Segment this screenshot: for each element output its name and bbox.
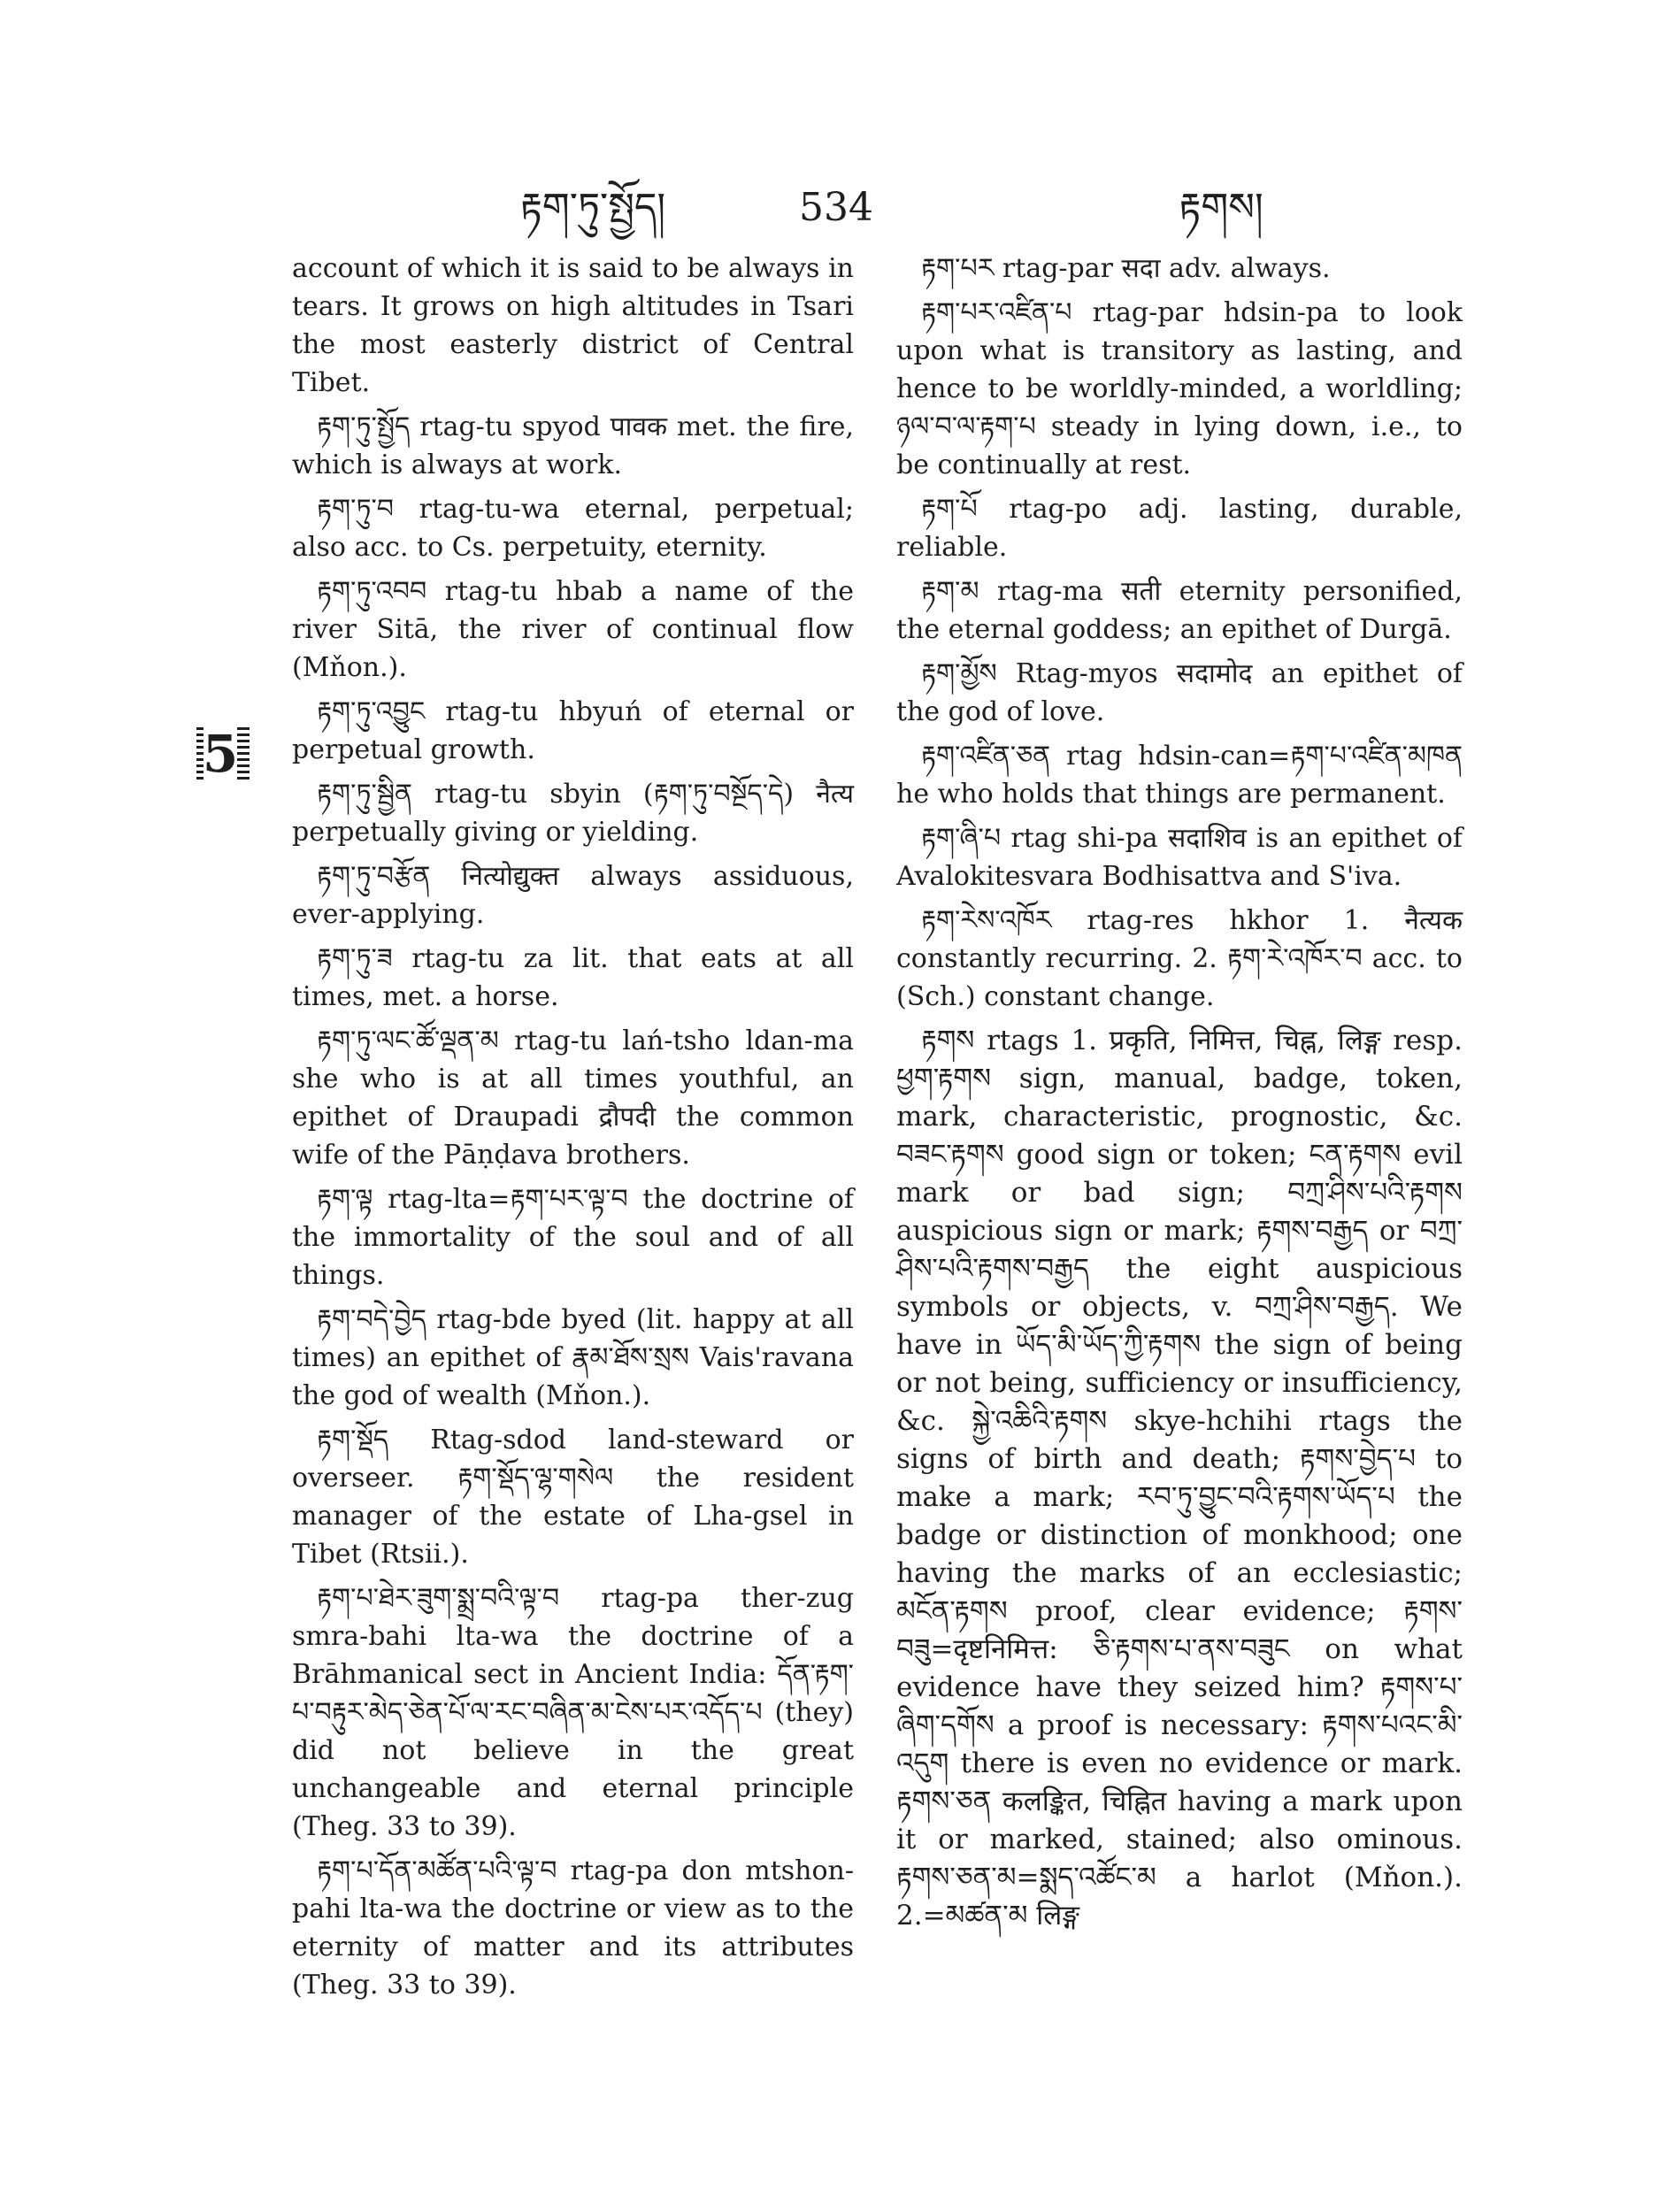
margin-signature-mark xyxy=(196,726,250,780)
entry-rtag-tu-spyod: རྟག་ཏུ་སྤྱོད rtag-tu spyod पावक met. the fire, which is always at work. xyxy=(292,411,854,480)
signature-glyph-icon xyxy=(196,726,250,780)
entry-rtags: རྟགས rtags 1. प्रकृति, निमित्त, चिह्न, लिङ्ग resp. ཕྱག་རྟགས sign, manual, badge, token, mark, characteristic, prognostic, &c. བཟང་རྟགས good sign or token; ངན་རྟགས evil mark or bad sign; བཀྲ་ཤིས་པའི་རྟགས auspicious sign or mark; རྟགས་བརྒྱད or བཀྲ་ཤིས་པའི་རྟགས་བརྒྱད the eight auspicious symbols or objects, v. བཀྲ་ཤིས་བརྒྱད. We have in ཡོད་མི་ཡོད་ཀྱི་རྟགས the sign of being or not being, sufficiency or insufficiency, &c. སྐྱེ་འཆིའི་རྟགས skye-hchihi rtags the signs of birth and death; རྟགས་བྱེད་པ to make a mark; རབ་ཏུ་བྱུང་བའི་རྟགས་ཡོད་པ the badge or distinction of monkhood; one having the marks of an ecclesiastic; མངོན་རྟགས proof, clear evidence; རྟགས་བཟུ=दृष्टनिमित्त: ཅི་རྟགས་པ་ནས་བཟུང on what evidence have they seized him? རྟགས་པ་ཞིག་དགོས a proof is necessary: རྟགས་པའང་མི་འདུག there is even no evidence or mark. རྟགས་ཅན कलङ्कित, चिह्नित having a mark upon it or marked, stained; also ominous. རྟགས་ཅན་མ=སྨད་འཚོང་མ a harlot (Mňon.). 2.=མཚན་མ लिङ्ग xyxy=(896,1025,1463,1932)
running-head-right: རྟགས། xyxy=(1179,185,1263,230)
entry-rtag-tu-sbyin: རྟག་ཏུ་སྦྱིན rtag-tu sbyin (རྟག་ཏུ་བསྔོད་དེ) नैत्य perpetually giving or yielding. xyxy=(292,779,854,848)
running-head-left: རྟག་ཏུ་སྤྱོད། xyxy=(519,185,666,230)
entry-rtag-par-hdsin-pa: རྟག་པར་འཛིན་པ rtag-par hdsin-pa to look upon what is transitory as lasting, and hence to be worldly-minded, a worldling; ཉལ་བ་ལ་རྟག་པ steady in lying down, i.e., to be continually at rest. xyxy=(896,297,1463,480)
entry-rtag-tu-za: རྟག་ཏུ་ཟ rtag-tu za lit. that eats at all times, met. a horse. xyxy=(292,943,854,1012)
entry-rtag-pa-don-mtshon: རྟག་པ་དོན་མཚོན་པའི་ལྟ་བ rtag-pa don mtshon-pahi lta-wa the doctrine or view as to the eternity of matter and its attributes (Theg. 33 to 39). xyxy=(292,1855,854,2001)
entry-rtag-tu-hbab: རྟག་ཏུ་འབབ rtag-tu hbab a name of the river Sitā, the river of continual flow (Mňon.). xyxy=(292,576,854,683)
entry-rtag-tu-hbyun: རྟག་ཏུ་འབྱུང rtag-tu hbyuń of eternal or perpetual growth. xyxy=(292,696,854,765)
page-number: 534 xyxy=(799,185,873,230)
entry-rtag-sdod: རྟག་སྡོད Rtag-sdod land-steward or overseer. རྟག་སྡོད་ལྷ་གསེལ the resident manager of the estate of Lha-gsel in Tibet (Rtsii.). xyxy=(292,1425,854,1570)
entry-rtag-hdsin-can: རྟག་འཛིན་ཅན rtag hdsin-can=རྟག་པ་འཛིན་མཁན he who holds that things are permanent. xyxy=(896,741,1463,810)
entry-continuation: account of which it is said to be always in tears. It grows on high altitudes in Tsari the most easterly district of Central Tibet. xyxy=(292,253,854,398)
entry-rtag-po: རྟག་པོ rtag-po adj. lasting, durable, reliable. xyxy=(896,494,1463,563)
entry-rtag-pa-ther-zug: རྟག་པ་ཐེར་ཟུག་སྨྲ་བའི་ལྟ་བ rtag-pa ther-zug smra-bahi lta-wa the doctrine of a Brāhmanical sect in Ancient India: དོན་རྟག་པ་བརྟུར་མེད་ཅེན་པོ་ལ་རང་བཞིན་མ་ངེས་པར་འདོད་པ (they) did not believe in the great unchangeable and eternal principle (Theg. 33 to 39). xyxy=(292,1583,854,1842)
left-column xyxy=(292,250,854,2010)
entry-rtag-tu-wa: རྟག་ཏུ་བ rtag-tu-wa eternal, perpetual; also acc. to Cs. perpetuity, eternity. xyxy=(292,494,854,563)
entry-rtag-tu-lan-tsho: རྟག་ཏུ་ལང་ཚོ་ལྡན་མ rtag-tu lań-tsho ldan-ma she who is at all times youthful, an epithet of Draupadi द्रौपदी the common wife of the Pāṇḍava brothers. xyxy=(292,1025,854,1171)
entry-rtag-res-hkhor: རྟག་རེས་འཁོར rtag-res hkhor 1. नैत्यक constantly recurring. 2. རྟག་རེ་འཁོར་བ acc. to (Sch.) constant change. xyxy=(896,905,1463,1012)
entry-rtag-myos: རྟག་མྱོས Rtag-myos सदामोद an epithet of the god of love. xyxy=(896,658,1463,727)
entry-rtag-bde-byed: རྟག་བདེ་བྱེད rtag-bde byed (lit. happy at all times) an epithet of རྣམ་ཐོས་སྲས Vais'ravana the god of wealth (Mňon.). xyxy=(292,1304,854,1411)
right-column xyxy=(896,250,1463,1941)
entry-rtag-par: རྟག་པར rtag-par सदा adv. always. xyxy=(921,253,1331,284)
entry-rtag-tu-brtson: རྟག་ཏུ་བརྩོན नित्योद्युक्त always assiduous, ever-applying. xyxy=(292,861,854,930)
entry-rtag-ma: རྟག་མ rtag-ma सती eternity personified, the eternal goddess; an epithet of Durgā. xyxy=(896,576,1463,645)
entry-rtag-shi-pa: རྟག་ཞི་པ rtag shi-pa सदाशिव is an epithet of Avalokitesvara Bodhisattva and S'iva. xyxy=(896,823,1463,892)
entry-rtag-lta: རྟག་ལྟ rtag-lta=རྟག་པར་ལྟ་བ the doctrine of the immortality of the soul and of all things. xyxy=(292,1184,854,1291)
margin-mark-text: 5 xyxy=(202,726,239,780)
